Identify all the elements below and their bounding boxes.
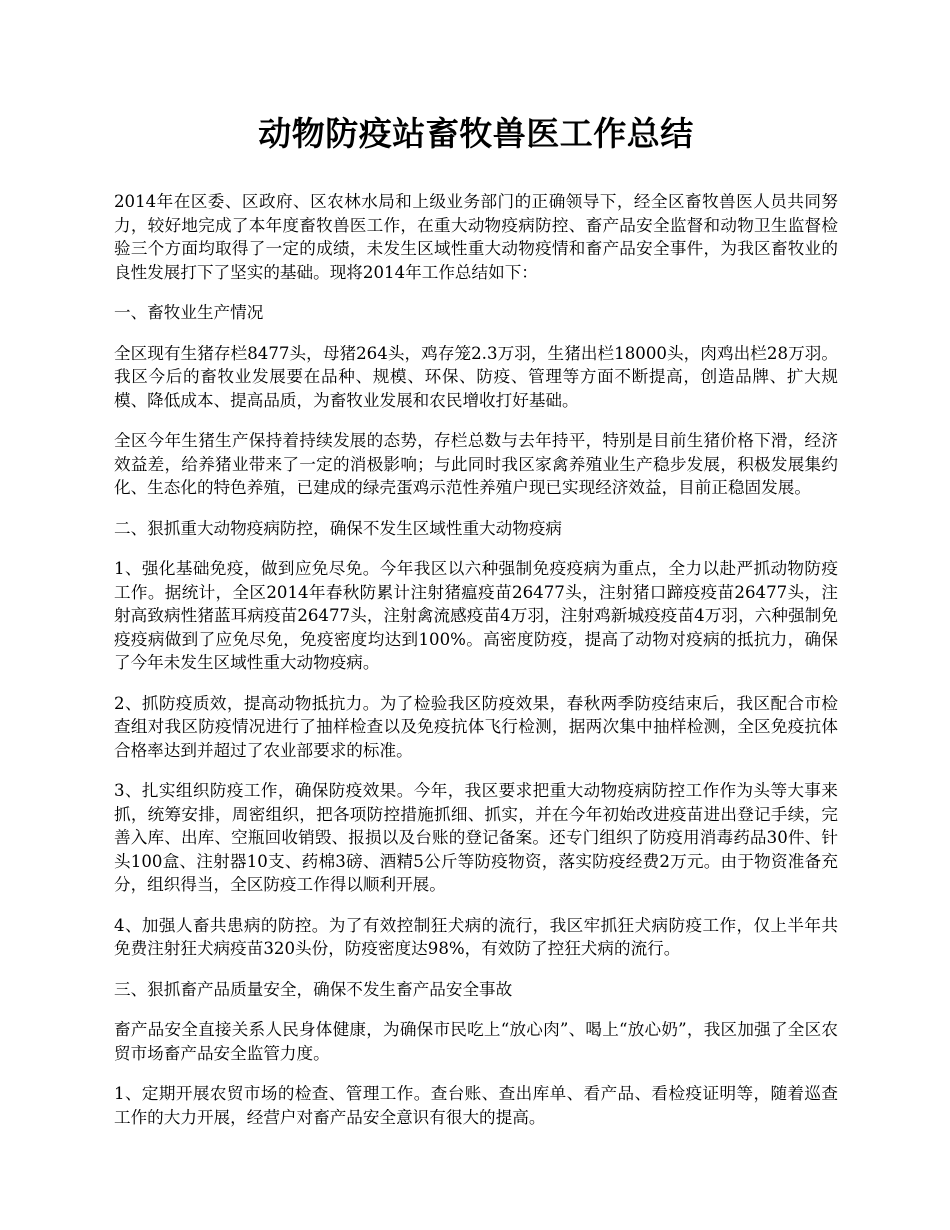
document-title: 动物防疫站畜牧兽医工作总结 xyxy=(258,114,694,153)
paragraph: 畜产品安全直接关系人民身体健康，为确保市民吃上“放心肉”、喝上“放心奶”，我区加强了全区农贸市场畜产品安全监管力度。 xyxy=(114,1020,838,1063)
section-heading-2: 二、狠抓重大动物疫病防控，确保不发生区域性重大动物疫病 xyxy=(114,518,563,538)
section-heading-1: 一、畜牧业生产情况 xyxy=(114,303,264,322)
paragraph: 3、扎实组织防疫工作，确保防疫效果。今年，我区要求把重大动物疫病防控工作作为头等大事来抓，统筹安排，周密组织，把各项防控措施抓细、抓实，并在今年初始改进疫苗进出登记手续，完善入库、出库、空瓶回收销毁、报损以及台账的登记备案。还专门组织了防疫用消毒药品30件、针头100盒、注射器10支、药棉3磅、酒精5公斤等防疫物资，落实防疫经费2万元。由于物资准备充分，组织得当，全区防疫工作得以顺利开展。 xyxy=(114,781,838,894)
paragraph: 2、抓防疫质效，提高动物抵抗力。为了检验我区防疫效果，春秋两季防疫结束后，我区配合市检查组对我区防疫情况进行了抽样检查以及免疫抗体飞行检测，据两次集中抽样检测，全区免疫抗体合格率达到并超过了农业部要求的标准。 xyxy=(114,693,838,760)
paragraph: 1、强化基础免疫，做到应免尽免。今年我区以六种强制免疫疫病为重点，全力以赴严抓动物防疫工作。据统计，全区2014年春秋防累计注射猪瘟疫苗26477头，注射猪口蹄疫疫苗26477头，注射高致病性猪蓝耳病疫苗26477头，注射禽流感疫苗4万羽，注射鸡新城疫疫苗4万羽，六种强制免疫疫病做到了应免尽免，免疫密度均达到100%。高密度防疫，提高了动物对疫病的抵抗力，确保了今年未发生区域性重大动物疫病。 xyxy=(114,559,838,672)
paragraph: 4、加强人畜共患病的防控。为了有效控制狂犬病的流行，我区牢抓狂犬病防疫工作，仅上半年共免费注射狂犬病疫苗320头份，防疫密度达98%，有效防了控狂犬病的流行。 xyxy=(114,915,838,958)
paragraph: 全区现有生猪存栏8477头，母猪264头，鸡存笼2.3万羽，生猪出栏18000头，肉鸡出栏28万羽。我区今后的畜牧业发展要在品种、规模、环保、防疫、管理等方面不断提高，创造品牌、扩大规模、降低成本、提高品质，为畜牧业发展和农民增收打好基础。 xyxy=(114,343,838,410)
section-heading-3: 三、狠抓畜产品质量安全，确保不发生畜产品安全事故 xyxy=(114,979,513,999)
paragraph: 1、定期开展农贸市场的检查、管理工作。查台账、查出库单、看产品、看检疫证明等，随着巡查工作的大力开展，经营户对畜产品安全意识有很大的提高。 xyxy=(114,1084,838,1127)
intro-paragraph: 2014年在区委、区政府、区农林水局和上级业务部门的正确领导下，经全区畜牧兽医人员共同努力，较好地完成了本年度畜牧兽医工作，在重大动物疫病防控、畜产品安全监督和动物卫生监督检验三个方面均取得了一定的成绩，未发生区域性重大动物疫情和畜产品安全事件，为我区畜牧业的良性发展打下了坚实的基础。现将2014年工作总结如下： xyxy=(114,192,838,282)
paragraph: 全区今年生猪生产保持着持续发展的态势，存栏总数与去年持平，特别是目前生猪价格下滑，经济效益差，给养猪业带来了一定的消极影响；与此同时我区家禽养殖业生产稳步发展，积极发展集约化、生态化的特色养殖，已建成的绿壳蛋鸡示范性养殖户现已实现经济效益，目前正稳固发展。 xyxy=(114,431,838,497)
